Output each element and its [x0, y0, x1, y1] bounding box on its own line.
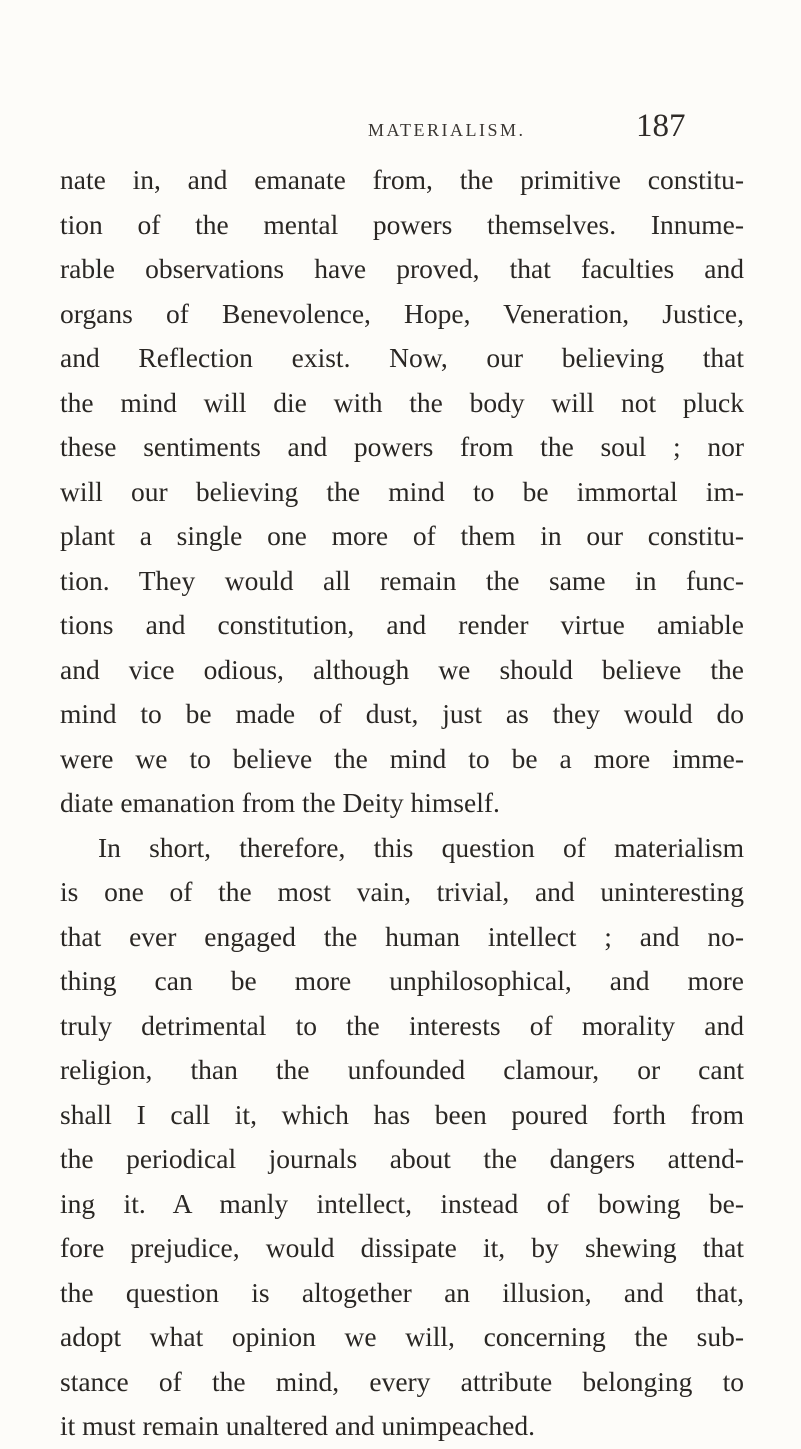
text-line: fore prejudice, would dissipate it, by shewing that — [60, 1232, 744, 1263]
text-line: shall I call it, which has been poured forth from — [60, 1098, 744, 1130]
text-line: and vice odious, although we should believe the — [60, 653, 744, 685]
text-line: nate in, and emanate from, the primitive constitu- — [60, 164, 744, 195]
text-line: and Reflection exist. Now, our believing that — [60, 342, 744, 373]
text-line: will our believing the mind to be immortal im- — [60, 475, 744, 507]
text-line: ing it. A manly intellect, instead of bowing be- — [60, 1187, 744, 1219]
paragraph-end-line: it must remain unaltered and unimpeached. — [60, 1410, 535, 1441]
text-line: truly detrimental to the interests of morality and — [60, 1009, 744, 1041]
text-line: tion. They would all remain the same in func- — [60, 564, 744, 596]
text-line: were we to believe the mind to be a more imme- — [60, 742, 744, 774]
text-line: rable observations have proved, that faculties and — [60, 253, 744, 284]
text-line: that ever engaged the human intellect ; and no- — [60, 920, 744, 952]
text-line: the question is altogether an illusion, and that, — [60, 1276, 744, 1308]
text-line: thing can be more unphilosophical, and more — [60, 965, 744, 996]
text-line: the periodical journals about the dangers attend- — [60, 1143, 744, 1174]
text-line: adopt what opinion we will, concerning the sub- — [60, 1321, 744, 1352]
paragraph-end-line: diate emanation from the Deity himself. — [60, 787, 500, 818]
text-line: tions and constitution, and render virtue amiable — [60, 609, 744, 640]
text-line: is one of the most vain, trivial, and uninteresting — [60, 876, 744, 907]
text-line: organs of Benevolence, Hope, Veneration, Justice, — [60, 297, 744, 329]
text-line: stance of the mind, every attribute belonging to — [60, 1365, 744, 1397]
text-line: these sentiments and powers from the soul ; nor — [60, 431, 744, 462]
text-line: mind to be made of dust, just as they would do — [60, 698, 744, 729]
body-text — [60, 158, 744, 1449]
text-line: tion of the mental powers themselves. Innume- — [60, 208, 744, 240]
page-number: 187 — [636, 108, 686, 144]
text-line: the mind will die with the body will not pluck — [60, 386, 744, 418]
running-title: MATERIALISM. — [368, 120, 526, 140]
text-line: religion, than the unfounded clamour, or cant — [60, 1054, 744, 1085]
paragraph-start-line: In short, therefore, this question of materialism — [98, 831, 744, 863]
text-line: plant a single one more of them in our constitu- — [60, 520, 744, 551]
